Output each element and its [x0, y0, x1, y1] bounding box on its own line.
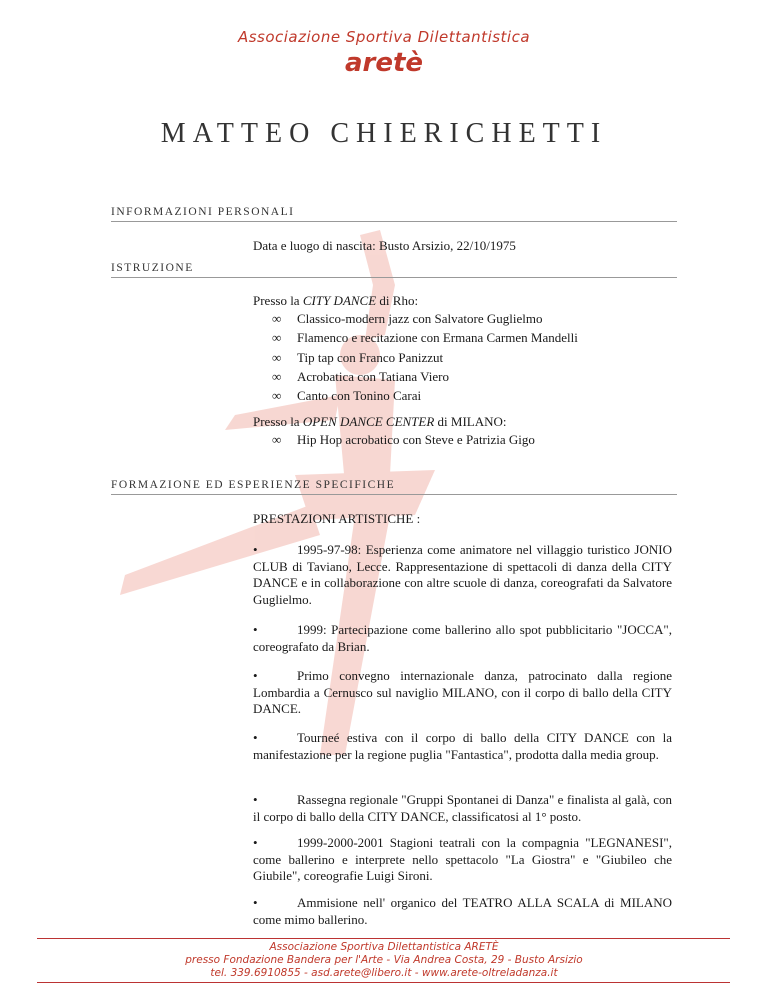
section-heading-education: ISTRUZIONE [111, 262, 677, 278]
infinity-bullet-icon: ∞ [272, 432, 282, 447]
infinity-bullet-icon: ∞ [272, 368, 282, 384]
footer-divider-bottom [37, 982, 730, 983]
section-heading-personal: INFORMAZIONI PERSONALI [111, 206, 677, 222]
section-heading-experience: FORMAZIONE ED ESPERIENZE SPECIFICHE [111, 479, 677, 495]
list-item: ∞ Hip Hop acrobatico con Steve e Patrizia Gigo [272, 430, 535, 449]
list-item: ∞ Canto con Tonino Carai [272, 386, 578, 405]
infinity-bullet-icon: ∞ [272, 349, 282, 365]
experience-item: • Rassegna regionale "Gruppi Spontanei di Danza" e finalista al galà, con il corpo di ballo della CITY DANCE, classificatosi al 1° posto. [253, 792, 672, 824]
bullet-icon: • [253, 730, 258, 745]
experience-item: • 1999: Partecipazione come ballerino allo spot pubblicitario "JOCCA", coreografato da Brian. [253, 622, 672, 654]
bullet-icon: • [253, 792, 258, 807]
open-dance-school: OPEN DANCE CENTER [302, 414, 435, 429]
experience-item: • 1995-97-98: Esperienza come animatore nel villaggio turistico JONIO CLUB di Taviano, Lecce. Rappresentazione di spettacoli di danza della CITY DANCE e in collaborazione con altre scuole di danza, coreografati da Salvatore Guglielmo. [253, 542, 672, 607]
header-organization: Associazione Sportiva Dilettantistica [237, 28, 531, 46]
bullet-icon: • [253, 835, 258, 850]
list-item: ∞ Tip tap con Franco Panizzut [272, 348, 578, 367]
infinity-bullet-icon: ∞ [272, 388, 282, 404]
experience-item: • Primo convegno internazionale danza, patrocinato dalla regione Lombardia a Cernusco sul naviglio MILANO, con il corpo di ballo della CITY DANCE. [253, 668, 672, 716]
header-brand-logo: aretè [344, 48, 424, 78]
bullet-icon: • [253, 668, 258, 683]
list-item: ∞ Flamenco e recitazione con Ermana Carmen Mandelli [272, 328, 578, 347]
list-item: ∞ Acrobatica con Tatiana Viero [272, 367, 578, 386]
experience-item: • Ammisione nell' organico del TEATRO ALLA SCALA di MILANO come mimo ballerino. [253, 895, 672, 927]
person-name: MATTEO CHIERICHETTI [160, 118, 608, 149]
city-dance-courses [272, 309, 578, 405]
experience-item: • 1999-2000-2001 Stagioni teatrali con la compagnia "LEGNANESI", come ballerino e interprete nello spettacolo "La Giostra" e "Giubileo che Giubile", coreografie Luigi Sironi. [253, 835, 672, 883]
bullet-icon: • [253, 895, 258, 910]
experience-subheading: PRESTAZIONI ARTISTICHE : [253, 511, 421, 526]
bullet-icon: • [253, 542, 258, 557]
experience-item: • Tourneé estiva con il corpo di ballo della CITY DANCE con la manifestazione per la regione puglia "Fantastica", prodotta dalla media group. [253, 730, 672, 762]
footer-address: presso Fondazione Bandera per l'Arte - Via Andrea Costa, 29 - Busto Arsizio [185, 954, 583, 966]
footer-contacts: tel. 339.6910855 - asd.arete@libero.it - www.arete-oltreladanza.it [210, 967, 558, 979]
infinity-bullet-icon: ∞ [272, 330, 282, 346]
open-dance-intro: Presso la OPEN DANCE CENTER di MILANO: [253, 414, 507, 429]
list-item: ∞ Classico-modern jazz con Salvatore Guglielmo [272, 309, 578, 328]
footer-org: Associazione Sportiva Dilettantistica ARETÈ [269, 941, 499, 953]
birth-info: Data e luogo di nascita: Busto Arsizio, 22/10/1975 [253, 238, 516, 253]
infinity-bullet-icon: ∞ [272, 311, 282, 326]
city-dance-school: CITY DANCE [302, 293, 377, 308]
city-dance-intro: Presso la CITY DANCE di Rho: [253, 293, 419, 308]
bullet-icon: • [253, 622, 258, 637]
open-dance-courses [272, 430, 535, 449]
footer-divider-top [37, 938, 730, 939]
